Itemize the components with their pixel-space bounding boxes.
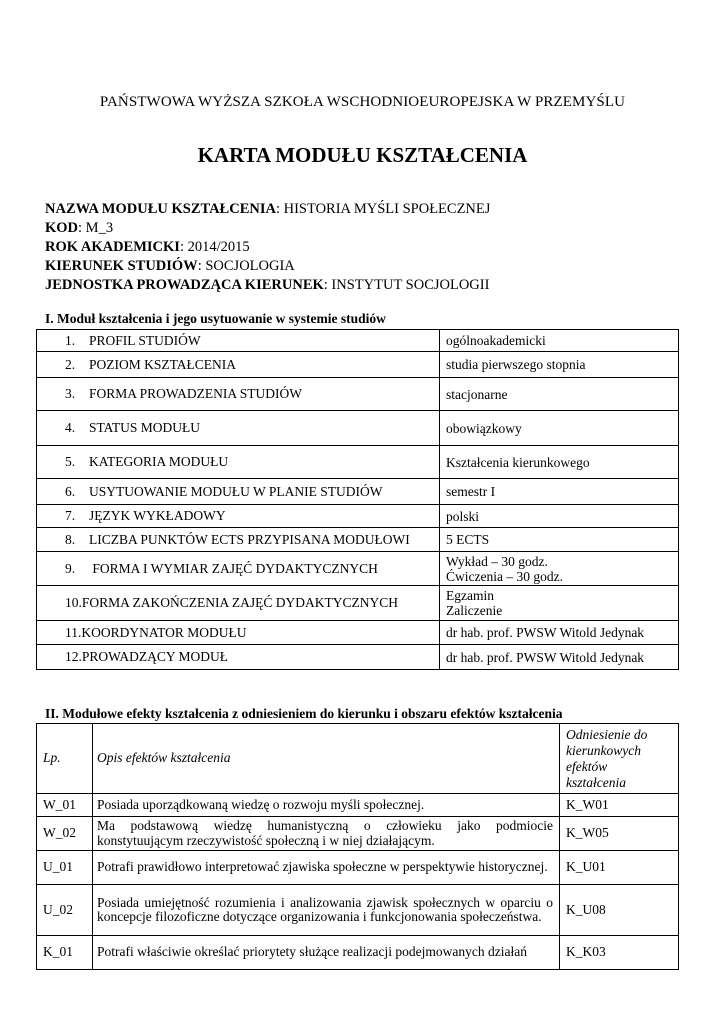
outcome-code: W_02 xyxy=(37,817,93,851)
table-row xyxy=(37,479,679,505)
outcome-description: Potrafi właściwie określać priorytety służące realizacji podejmowanych działań xyxy=(93,936,560,970)
table-row xyxy=(37,885,679,936)
meta-code xyxy=(45,219,490,238)
module-metadata xyxy=(45,200,490,295)
table-row xyxy=(37,505,679,528)
table-row xyxy=(37,378,679,411)
meta-label: NAZWA MODUŁU KSZTAŁCENIA xyxy=(45,201,276,217)
row-value: 5 ECTS xyxy=(440,528,679,552)
row-label xyxy=(37,352,440,378)
row-label-text: FORMA PROWADZENIA STUDIÓW xyxy=(89,386,303,401)
meta-unit xyxy=(45,276,490,295)
row-value-line: Zaliczenie xyxy=(446,603,503,618)
row-label xyxy=(37,645,440,670)
table-row xyxy=(37,817,679,851)
table-row xyxy=(37,794,679,817)
outcome-reference: K_U01 xyxy=(560,851,679,885)
meta-value: : M_3 xyxy=(78,220,114,236)
meta-value: : SOCJOLOGIA xyxy=(197,258,295,274)
outcome-code: W_01 xyxy=(37,794,93,817)
table-row xyxy=(37,330,679,352)
row-value: studia pierwszego stopnia xyxy=(440,352,679,378)
row-value: obowiązkowy xyxy=(440,411,679,446)
section-2-heading: II. Modułowe efekty kształcenia z odniesieniem do kierunku i obszaru efektów kształcenia xyxy=(45,706,563,721)
header-line: Odniesienie do xyxy=(566,726,648,742)
meta-value: : HISTORIA MYŚLI SPOŁECZNEJ xyxy=(275,201,491,217)
meta-label: ROK AKADEMICKI xyxy=(45,239,180,255)
row-value: dr hab. prof. PWSW Witold Jedynak xyxy=(440,621,679,645)
row-label-text: JĘZYK WYKŁADOWY xyxy=(89,508,226,523)
table-row xyxy=(37,621,679,645)
table-row xyxy=(37,552,679,586)
row-label-text: STATUS MODUŁU xyxy=(89,420,201,435)
outcome-reference: K_W05 xyxy=(560,817,679,851)
outcome-reference: K_U08 xyxy=(560,885,679,936)
institution-name: PAŃSTWOWA WYŻSZA SZKOŁA WSCHODNIOEUROPEJSKA W PRZEMYŚLU xyxy=(99,94,626,110)
table-row xyxy=(37,851,679,885)
table-row xyxy=(37,411,679,446)
outcome-description: Posiada umiejętność rozumienia i analizowania zjawisk społecznych w oparciu o koncepcje filozoficzne dotyczące organizowania i funkcjonowania społeczeństwa. xyxy=(93,885,560,936)
row-number: 6. xyxy=(65,483,76,499)
row-number: 11. xyxy=(65,624,82,640)
row-number: 10. xyxy=(65,595,82,610)
row-label xyxy=(37,505,440,528)
row-value xyxy=(440,552,679,586)
row-number: 3. xyxy=(65,386,76,401)
meta-value: : INSTYTUT SOCJOLOGII xyxy=(323,277,490,293)
row-value-line: Ćwiczenia – 30 godz. xyxy=(446,568,563,584)
meta-module-name xyxy=(45,200,490,219)
row-label-text: POZIOM KSZTAŁCENIA xyxy=(89,356,237,372)
outcome-code: U_01 xyxy=(37,851,93,885)
row-number: 12. xyxy=(65,649,82,664)
meta-label: KOD xyxy=(45,220,79,236)
meta-value: : 2014/2015 xyxy=(179,239,250,255)
row-label xyxy=(37,479,440,505)
row-label-text: PROWADZĄCY MODUŁ xyxy=(81,649,229,664)
table-row xyxy=(37,352,679,378)
row-label-text: FORMA I WYMIAR ZAJĘĆ DYDAKTYCZNYCH xyxy=(89,560,378,576)
meta-label: KIERUNEK STUDIÓW xyxy=(45,258,198,274)
table-row xyxy=(37,645,679,670)
row-label xyxy=(37,552,440,586)
meta-field-of-study xyxy=(45,257,490,276)
row-label xyxy=(37,586,440,621)
table-row xyxy=(37,528,679,552)
table-row xyxy=(37,586,679,621)
row-value: ogólnoakademicki xyxy=(440,330,679,352)
row-value-line: Wykład – 30 godz. xyxy=(446,553,548,569)
row-value xyxy=(440,586,679,621)
header-line: kształcenia xyxy=(566,774,626,790)
row-value-line: Egzamin xyxy=(446,588,494,603)
page-title: KARTA MODUŁU KSZTAŁCENIA xyxy=(197,143,528,167)
row-number: 1. xyxy=(65,332,76,348)
outcome-description: Potrafi prawidłowo interpretować zjawiska społeczne w perspektywie historycznej. xyxy=(93,851,560,885)
row-value: dr hab. prof. PWSW Witold Jedynak xyxy=(440,645,679,670)
row-label-text: PROFIL STUDIÓW xyxy=(89,332,201,348)
outcome-code: U_02 xyxy=(37,885,93,936)
meta-label: JEDNOSTKA PROWADZĄCA KIERUNEK xyxy=(45,277,324,293)
row-number: 7. xyxy=(65,508,76,523)
table-row xyxy=(37,446,679,479)
row-label-text: KOORDYNATOR MODUŁU xyxy=(81,624,247,640)
row-label xyxy=(37,528,440,552)
table-row xyxy=(37,936,679,970)
row-number: 5. xyxy=(65,454,76,469)
row-label xyxy=(37,330,440,352)
row-label xyxy=(37,411,440,446)
row-label-text: USYTUOWANIE MODUŁU W PLANIE STUDIÓW xyxy=(89,483,383,499)
learning-outcomes-table xyxy=(36,723,679,970)
row-label-text: FORMA ZAKOŃCZENIA ZAJĘĆ DYDAKTYCZNYCH xyxy=(81,595,399,610)
column-header-lp: Lp. xyxy=(37,724,93,794)
row-label xyxy=(37,621,440,645)
column-header-desc: Opis efektów kształcenia xyxy=(93,724,560,794)
section-1-heading: I. Moduł kształcenia i jego usytuowanie w systemie studiów xyxy=(45,311,386,326)
row-number: 9. xyxy=(65,560,76,576)
row-number: 2. xyxy=(65,356,76,372)
outcome-code: K_01 xyxy=(37,936,93,970)
row-label-text: LICZBA PUNKTÓW ECTS PRZYPISANA MODUŁOWI xyxy=(89,531,410,547)
outcome-reference: K_K03 xyxy=(560,936,679,970)
row-number: 8. xyxy=(65,531,76,547)
outcome-description: Ma podstawową wiedzę humanistyczną o człowieku jako podmiocie konstytuującym rzeczywistość społeczną i w niej działającym. xyxy=(93,817,560,851)
header-line: kierunkowych xyxy=(566,742,641,758)
row-label xyxy=(37,378,440,411)
table-header-row xyxy=(37,724,679,794)
row-value: stacjonarne xyxy=(440,378,679,411)
module-info-table xyxy=(36,329,679,670)
column-header-ref xyxy=(560,724,679,794)
row-value: semestr I xyxy=(440,479,679,505)
row-label xyxy=(37,446,440,479)
row-number: 4. xyxy=(65,420,76,435)
row-label-text: KATEGORIA MODUŁU xyxy=(89,454,229,469)
meta-academic-year xyxy=(45,238,490,257)
row-value: polski xyxy=(440,505,679,528)
outcome-description: Posiada uporządkowaną wiedzę o rozwoju myśli społecznej. xyxy=(93,794,560,817)
row-value: Kształcenia kierunkowego xyxy=(440,446,679,479)
header-line: efektów xyxy=(566,758,608,774)
outcome-reference: K_W01 xyxy=(560,794,679,817)
